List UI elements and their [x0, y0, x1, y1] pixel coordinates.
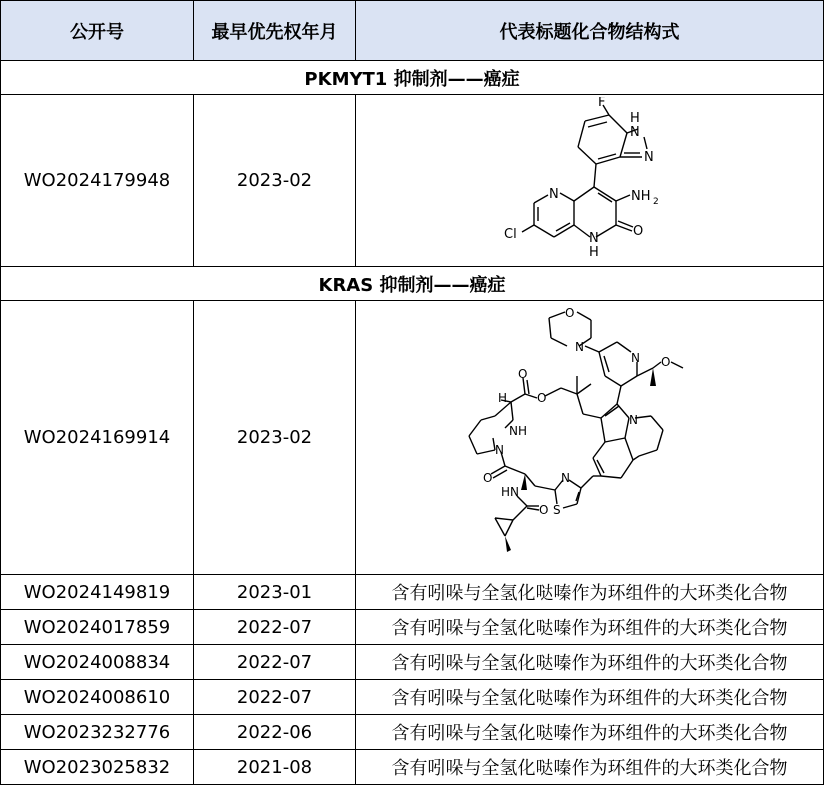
atom-H: H — [629, 110, 640, 126]
publication-number: WO2024149819 — [1, 575, 194, 610]
header-structure: 代表标题化合物结构式 — [356, 1, 824, 61]
table-row — [1, 645, 824, 680]
atom-O: O — [564, 305, 574, 320]
priority-date: 2021-08 — [194, 750, 356, 785]
compound-description: 含有吲哚与全氢化哒嗪作为环组件的大环类化合物 — [356, 750, 824, 785]
publication-number: WO2023232776 — [1, 715, 194, 750]
publication-number: WO2023025832 — [1, 750, 194, 785]
publication-number: WO2024008610 — [1, 680, 194, 715]
table-row — [1, 301, 824, 575]
section-row-kras — [1, 267, 824, 301]
atom-Cl: Cl — [503, 226, 517, 242]
header-publication-number: 公开号 — [1, 1, 194, 61]
header-priority-date: 最早优先权年月 — [194, 1, 356, 61]
section-title: KRAS 抑制剂——癌症 — [1, 267, 824, 301]
table-row — [1, 95, 824, 267]
structure-cell — [356, 301, 824, 575]
publication-number: WO2024008834 — [1, 645, 194, 680]
atom-O: O — [632, 223, 643, 239]
atom-O: O — [482, 470, 492, 485]
priority-date: 2023-02 — [194, 95, 356, 267]
header-row — [1, 1, 824, 61]
atom-O: O — [536, 390, 546, 405]
priority-date: 2023-02 — [194, 301, 356, 575]
structure-cell — [356, 95, 824, 267]
chemical-structure-pkmyt1 — [490, 97, 690, 265]
table-row — [1, 575, 824, 610]
atom-O: O — [517, 366, 527, 381]
priority-date: 2022-07 — [194, 610, 356, 645]
atom-O: O — [538, 502, 548, 517]
atom-N: N — [548, 186, 559, 202]
compound-description: 含有吲哚与全氢化哒嗪作为环组件的大环类化合物 — [356, 610, 824, 645]
table-row — [1, 610, 824, 645]
priority-date: 2022-07 — [194, 680, 356, 715]
atom-H: H — [497, 390, 507, 405]
atom-N: N — [494, 442, 504, 457]
compound-description: 含有吲哚与全氢化哒嗪作为环组件的大环类化合物 — [356, 715, 824, 750]
atom-subscript: 2 — [652, 196, 659, 207]
atom-NH: NH — [508, 423, 527, 438]
priority-date: 2022-06 — [194, 715, 356, 750]
atom-N: NH — [630, 188, 650, 204]
publication-number: WO2024169914 — [1, 301, 194, 575]
section-title: PKMYT1 抑制剂——癌症 — [1, 61, 824, 95]
atom-S: S — [552, 502, 561, 517]
compound-description: 含有吲哚与全氢化哒嗪作为环组件的大环类化合物 — [356, 680, 824, 715]
atom-N: N — [628, 412, 638, 427]
priority-date: 2023-01 — [194, 575, 356, 610]
atom-H: H — [588, 244, 599, 260]
compound-description: 含有吲哚与全氢化哒嗪作为环组件的大环类化合物 — [356, 575, 824, 610]
atom-N: N — [643, 149, 654, 165]
table-row — [1, 680, 824, 715]
publication-number: WO2024179948 — [1, 95, 194, 267]
atom-F: F — [597, 96, 605, 110]
section-row-pkmyt1 — [1, 61, 824, 95]
atom-N: N — [574, 339, 584, 354]
atom-HN: HN — [500, 484, 519, 499]
table-row — [1, 750, 824, 785]
priority-date: 2022-07 — [194, 645, 356, 680]
atom-N: N — [560, 470, 570, 485]
chemical-structure-kras — [465, 304, 715, 572]
atom-N: N — [629, 124, 640, 140]
atom-O: O — [660, 354, 670, 369]
compound-description: 含有吲哚与全氢化哒嗪作为环组件的大环类化合物 — [356, 645, 824, 680]
atom-N: N — [588, 230, 599, 246]
publication-number: WO2024017859 — [1, 610, 194, 645]
atom-N: N — [630, 350, 640, 365]
table-row — [1, 715, 824, 750]
